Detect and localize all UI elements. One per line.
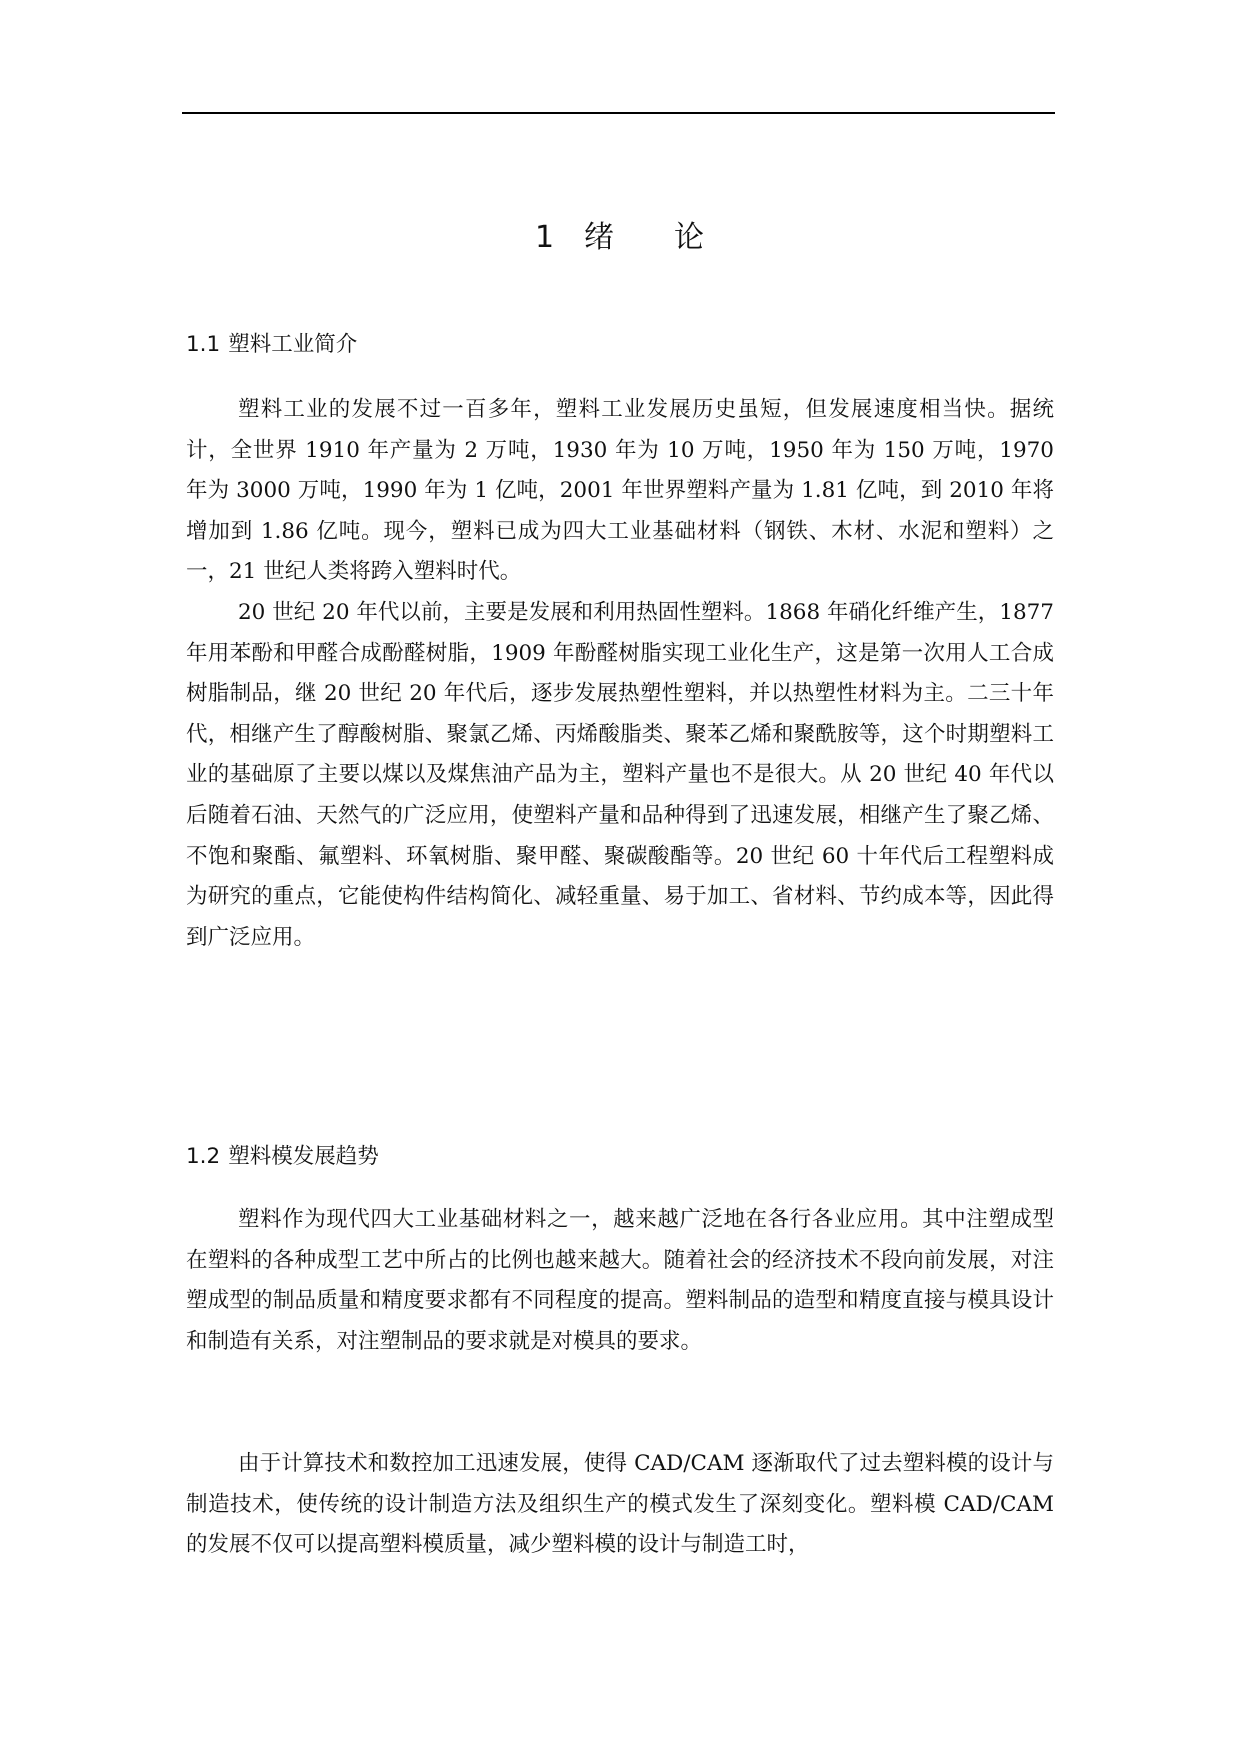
paragraph-1-1-a: 塑料工业的发展不过一百多年，塑料工业发展历史虽短，但发展速度相当快。据统计，全世界 1910 年产量为 2 万吨，1930 年为 10 万吨，1950 年为 150 万吨，1970 年为 3000 万吨，1990 年为 1 亿吨，2001 年世界塑料产量为 1.81 亿吨，到 2010 年将增加到 1.86 亿吨。现今，塑料已成为四大工业基础材料（钢铁、木材、水泥和塑料）之一，21 世纪人类将跨入塑料时代。 (186, 397, 1054, 585)
chapter-title-part2: 论 (674, 220, 707, 255)
section-heading-1-1 (186, 327, 357, 358)
section-title: 塑料模发展趋势 (228, 1144, 379, 1169)
section-number: 1.1 (186, 332, 221, 357)
section-number: 1.2 (186, 1144, 221, 1169)
header-rule (182, 112, 1055, 114)
chapter-title-part1: 绪 (584, 220, 617, 255)
chapter-number: 1 (534, 220, 557, 255)
section-title: 塑料工业简介 (228, 332, 358, 357)
chapter-title (0, 212, 1241, 256)
paragraph-1-2-a: 塑料作为现代四大工业基础材料之一，越来越广泛地在各行各业应用。其中注塑成型在塑料的各种成型工艺中所占的比例也越来越大。随着社会的经济技术不段向前发展，对注塑成型的制品质量和精度要求都有不同程度的提高。塑料制品的造型和精度直接与模具设计和制造有关系，对注塑制品的要求就是对模具的要求。 (186, 1207, 1054, 1354)
paragraph-1-1-b: 20 世纪 20 年代以前，主要是发展和利用热固性塑料。1868 年硝化纤维产生，1877 年用苯酚和甲醛合成酚醛树脂，1909 年酚醛树脂实现工业化生产，这是第一次用人工合成树脂制品，继 20 世纪 20 年代后，逐步发展热塑性塑料，并以热塑性材料为主。二三十年代，相继产生了醇酸树脂、聚氯乙烯、丙烯酸脂类、聚苯乙烯和聚酰胺等，这个时期塑料工业的基础原了主要以煤以及煤焦油产品为主，塑料产量也不是很大。从 20 世纪 40 年代以后随着石油、天然气的广泛应用，使塑料产量和品种得到了迅速发展，相继产生了聚乙烯、不饱和聚酯、氟塑料、环氧树脂、聚甲醛、聚碳酸酯等。20 世纪 60 十年代后工程塑料成为研究的重点，它能使构件结构简化、减轻重量、易于加工、省材料、节约成本等，因此得到广泛应用。 (186, 600, 1054, 950)
section-heading-1-2 (186, 1139, 379, 1170)
paragraph-1-2-b: 由于计算技术和数控加工迅速发展，使得 CAD/CAM 逐渐取代了过去塑料模的设计与制造技术，使传统的设计制造方法及组织生产的模式发生了深刻变化。塑料模 CAD/CAM 的发展不仅可以提高塑料模质量，减少塑料模的设计与制造工时， (186, 1451, 1054, 1558)
